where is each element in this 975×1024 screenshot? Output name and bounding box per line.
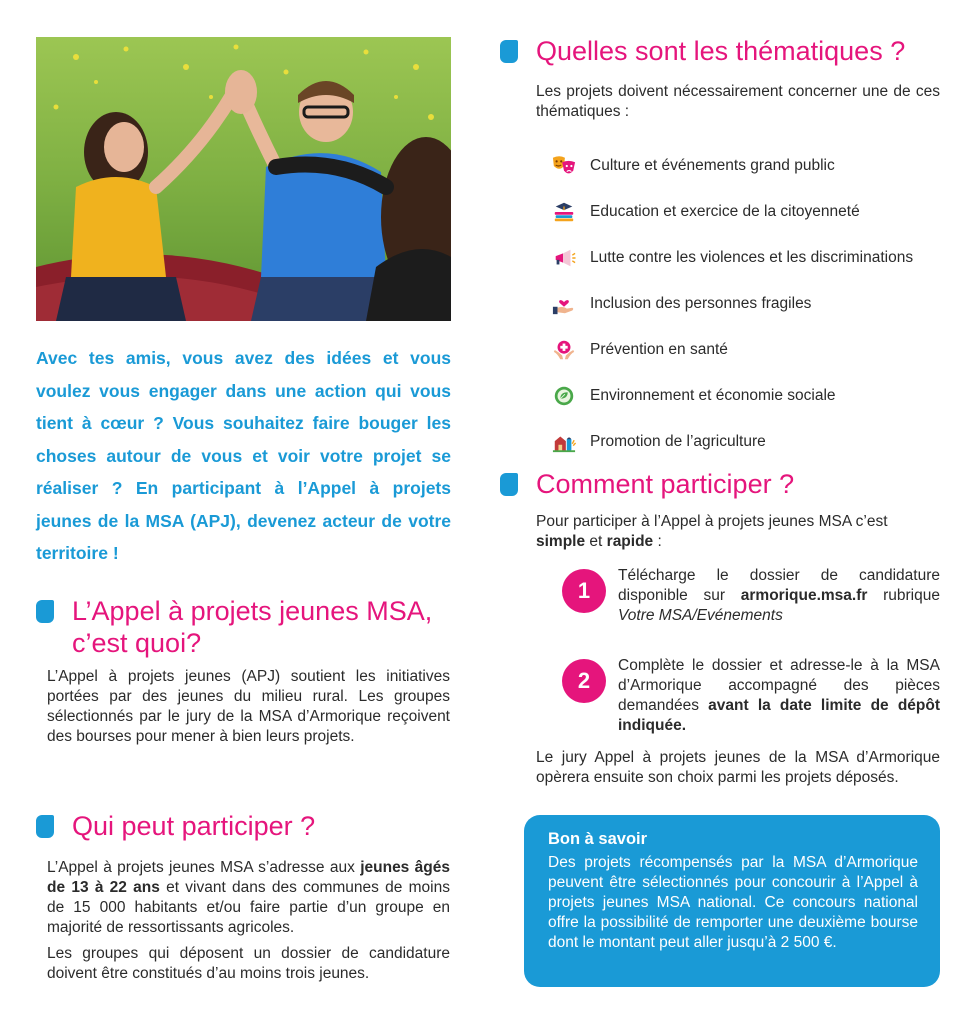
theme-item: [552, 373, 952, 419]
tip-box: [524, 815, 940, 987]
step1-after: rubrique: [867, 587, 940, 604]
step1-link: armorique.msa.fr: [740, 587, 868, 604]
theme-item: [552, 143, 952, 189]
step2-bold: avant la date limite de dépôt indiquée.: [618, 697, 941, 734]
step-text: [618, 656, 940, 736]
section-bullet-icon: [500, 40, 518, 63]
theme-label: Education et exercice de la citoyenneté: [590, 203, 860, 220]
step1-before: Télécharge le dossier de candidature disponible sur: [618, 567, 940, 604]
eco-leaf-icon: [552, 384, 576, 408]
who-paragraph-1: [47, 858, 450, 938]
farm-icon: [552, 430, 576, 454]
how-intro-after: :: [653, 533, 662, 550]
themes-title: Quelles sont les thématiques ?: [536, 36, 906, 66]
section-bullet-icon: [500, 473, 518, 496]
section-title-themes: [500, 35, 960, 67]
section-title-what: [36, 595, 456, 659]
theme-item: [552, 327, 952, 373]
section-bullet-icon: [36, 600, 54, 623]
how-intro-bold2: rapide: [606, 533, 654, 550]
section-title-how: [500, 468, 960, 500]
step-1: [562, 566, 940, 626]
theme-item: [552, 419, 952, 465]
who-title: Qui peut participer ?: [72, 811, 316, 841]
tip-text: Des projets récompensés par la MSA d’Armorique peuvent être sélectionnés pour concourir à l’Appel à projets jeunes MSA national. Ce concours national offre la possibilité de remporter une deuxième bourse dont le montant peut aller jusqu’à 2 500 €.: [548, 854, 918, 951]
how-title: Comment participer ?: [536, 469, 795, 499]
how-intro-before: Pour participer à l’Appel à projets jeunes MSA c’est: [536, 513, 888, 530]
theme-label: Lutte contre les violences et les discriminations: [590, 249, 914, 266]
how-intro-bold1: simple: [536, 533, 586, 550]
step1-italic: Votre MSA/Evénements: [618, 607, 783, 624]
graduation-books-icon: [552, 200, 576, 224]
theater-masks-icon: [552, 154, 576, 178]
megaphone-icon: [552, 246, 576, 270]
theme-label: Inclusion des personnes fragiles: [590, 295, 812, 312]
who-p1-bold: jeunes âgés de 13 à 22 ans: [47, 859, 450, 896]
tip-title: Bon à savoir: [548, 830, 648, 848]
theme-label: Environnement et économie sociale: [590, 387, 836, 404]
how-outro: Le jury Appel à projets jeunes de la MSA d’Armorique opèrera ensuite son choix parmi les projets déposés.: [536, 749, 940, 786]
who-p1-after: et vivant dans des communes de moins de 15 000 habitants et/ou faire partie d’un groupe en majorité de ressortissants agricoles.: [47, 879, 450, 936]
theme-label: Prévention en santé: [590, 341, 728, 358]
photo-illustration: [36, 37, 451, 321]
theme-label: Promotion de l’agriculture: [590, 433, 766, 450]
theme-item: [552, 235, 952, 281]
section-title-line1: L’Appel à projets jeunes MSA,: [72, 596, 433, 626]
section-bullet-icon: [36, 815, 54, 838]
hand-heart-icon: [552, 292, 576, 316]
themes-intro: Les projets doivent nécessairement concerner une de ces thématiques :: [536, 83, 940, 120]
how-intro: [536, 512, 940, 552]
section-title-line2: c’est quoi?: [72, 628, 202, 658]
step-number-badge: 2: [562, 659, 606, 703]
health-hands-icon: [552, 338, 576, 362]
intro-paragraph: Avec tes amis, vous avez des idées et vous voulez vous engager dans une action qui vous tient à cœur ? Vous souhaitez faire bouger les choses autour de vous et voir votre projet se réaliser ? En participant à l’Appel à projets jeunes de la MSA (APJ), devenez acteur de votre territoire !: [36, 348, 451, 563]
what-paragraph: L’Appel à projets jeunes (APJ) soutient les initiatives portées par des jeunes du milieu rural. Les groupes sélectionnés par le jury de la MSA d’Armorique reçoivent des bourses pour mener à bien leurs projets.: [47, 668, 450, 745]
how-intro-mid: et: [585, 533, 607, 550]
who-p1-before: L’Appel à projets jeunes MSA s’adresse aux: [47, 859, 361, 876]
step-number-badge: 1: [562, 569, 606, 613]
who-paragraph-2: Les groupes qui déposent un dossier de candidature doivent être constitués d’au moins trois jeunes.: [47, 945, 450, 982]
step2-before: Complète le dossier et adresse-le à la MSA d’Armorique accompagné des pièces demandées: [618, 657, 940, 714]
step-2: [562, 656, 940, 736]
section-title-who: [36, 810, 456, 842]
step-text: [618, 566, 940, 626]
theme-item: [552, 281, 952, 327]
theme-item: [552, 189, 952, 235]
theme-label: Culture et événements grand public: [590, 157, 835, 174]
hero-photo: [36, 37, 451, 321]
themes-list: [552, 143, 952, 465]
